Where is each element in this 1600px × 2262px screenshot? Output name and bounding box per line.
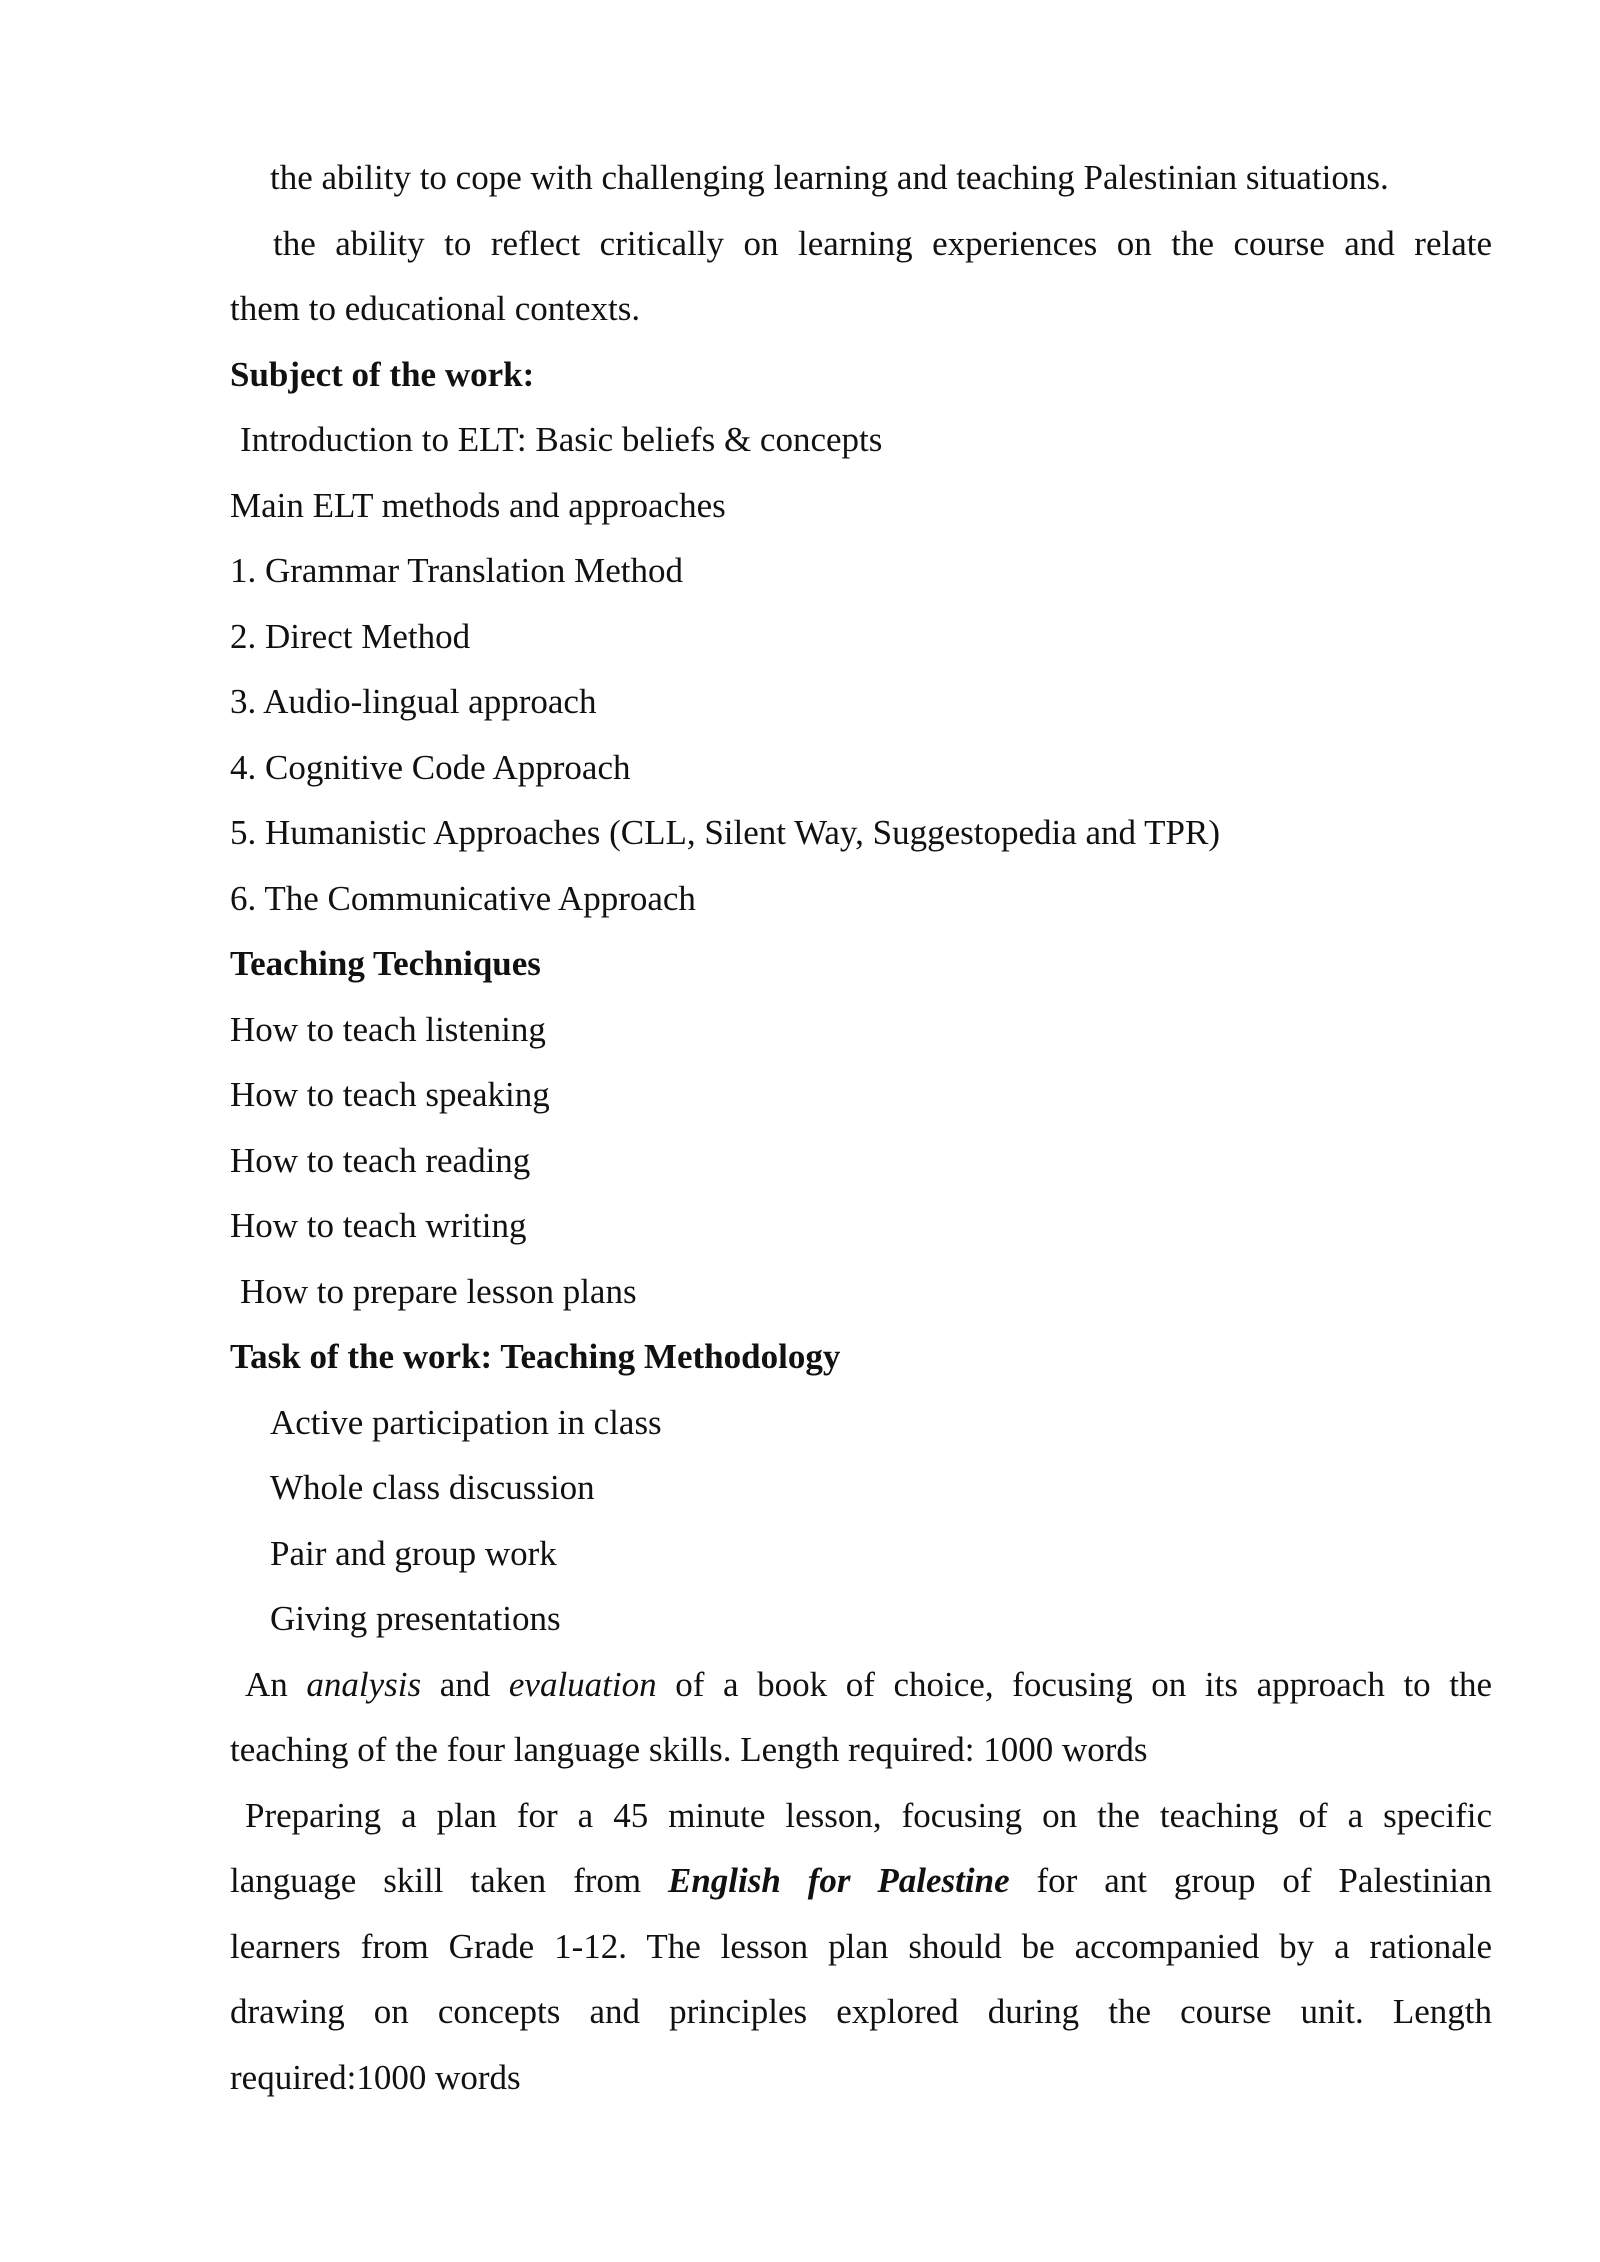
plan-text: language skill taken from [230,1861,642,1900]
analysis-text: and [439,1664,491,1704]
book-title-emphasis: English for Palestine [668,1861,1010,1900]
subject-item: 2. Direct Method [230,616,471,656]
intro-line-reflect: the ability to reflect critically on learning experiences on the course and relate [273,223,1492,263]
subject-heading: Subject of the work: [230,354,535,394]
task-item: Whole class discussion [270,1468,595,1507]
analysis-paragraph-line2: teaching of the four language skills. Length required: 1000 words [230,1730,1148,1769]
task-heading: Task of the work: Teaching Methodology [230,1337,841,1376]
plan-paragraph-line1: Preparing a plan for a 45 minute lesson, focusing on the teaching of a specific [245,1795,1492,1835]
subject-item: 1. Grammar Translation Method [230,551,684,590]
analysis-text: An [245,1664,288,1704]
plan-paragraph-line2 [230,1848,1492,1914]
technique-item: How to teach speaking [230,1075,550,1114]
subject-item: Introduction to ELT: Basic beliefs & concepts [240,420,883,459]
subject-item: 6. The Communicative Approach [230,878,696,918]
technique-item: How to teach listening [230,1009,546,1049]
analysis-emphasis: analysis [306,1664,422,1704]
intro-line-contexts: them to educational contexts. [230,289,641,328]
technique-item: How to teach reading [230,1140,531,1180]
subject-item: Main ELT methods and approaches [230,485,726,525]
subject-item: 4. Cognitive Code Approach [230,747,631,787]
plan-paragraph-line5: required:1000 words [230,2057,521,2097]
subject-item: 5. Humanistic Approaches (CLL, Silent Way, Suggestopedia and TPR) [230,813,1221,852]
plan-text: for ant group of Palestinian [1036,1861,1493,1900]
evaluation-emphasis: evaluation [508,1664,657,1704]
technique-item: How to prepare lesson plans [240,1271,637,1311]
task-item: Active participation in class [270,1402,662,1442]
subject-item: 3. Audio-lingual approach [230,682,597,721]
analysis-paragraph-line1 [230,1652,1492,1718]
task-item: Pair and group work [270,1533,557,1573]
task-item: Giving presentations [270,1599,561,1638]
analysis-text: of a book of choice, focusing on its approach to the [675,1664,1493,1704]
document-body [230,145,1492,2110]
plan-paragraph-line4: drawing on concepts and principles explored during the course unit. Length [230,1992,1492,2031]
techniques-heading: Teaching Techniques [230,944,541,983]
technique-item: How to teach writing [230,1206,527,1245]
intro-line-cope: the ability to cope with challenging learning and teaching Palestinian situations. [270,158,1389,197]
plan-paragraph-line3: learners from Grade 1-12. The lesson plan should be accompanied by a rationale [230,1926,1492,1966]
